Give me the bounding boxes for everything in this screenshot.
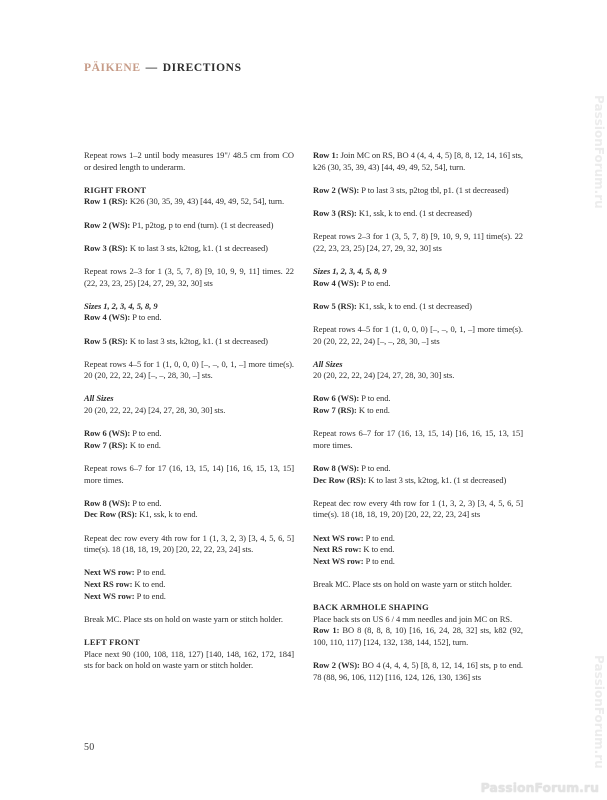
sizes-note: Sizes 1, 2, 3, 4, 5, 8, 9 <box>313 265 387 276</box>
text-block <box>313 301 523 313</box>
row-label: Row 6 (WS): <box>84 428 131 439</box>
instruction-paragraph: Row 1: BO 8 (8, 8, 8, 10) [16, 16, 24, 28, 32] sts, k82 (92, 100, 110, 117) [124, 132, 138, 144, 152], turn. <box>313 625 523 647</box>
row-label: Row 7 (RS): <box>84 439 128 450</box>
text-block <box>313 579 523 591</box>
instruction-paragraph: Break MC. Place sts on hold on waste yarn or stitch holder. <box>84 613 283 624</box>
section-heading: LEFT FRONT <box>84 636 140 647</box>
instruction-paragraph: Row 5 (RS): K1, ssk, k to end. (1 st decreased) <box>313 300 472 311</box>
instruction-paragraph: Place next 90 (100, 108, 118, 127) [140, 148, 162, 172, 184] sts for back on hold on waste yarn or stitch holder. <box>84 648 294 671</box>
sizes-note: Sizes 1, 2, 3, 4, 5, 8, 9 <box>84 300 158 311</box>
row-label: Row 5 (RS): <box>313 300 357 311</box>
instruction-paragraph: Row 7 (RS): K to end. <box>84 439 161 450</box>
row-label: Next WS row: <box>313 555 364 566</box>
row-label: Row 1 (RS): <box>84 196 128 207</box>
text-block <box>84 359 294 382</box>
text-block <box>313 660 523 683</box>
instruction-paragraph: Repeat dec row every 4th row for 1 (1, 3, 2, 3) [3, 4, 5, 6, 5] time(s). 18 (18, 18, 19, 20) [20, 22, 22, 23, 24] sts <box>313 497 523 520</box>
text-block <box>84 336 294 348</box>
instruction-paragraph: Repeat rows 2–3 for 1 (3, 5, 7, 8) [9, 10, 9, 9, 11] time(s). 22 (22, 23, 23, 25) [24, 27, 29, 32, 30] sts <box>313 231 523 253</box>
row-label: Row 8 (WS): <box>313 463 360 474</box>
instruction-paragraph: Row 1 (RS): K26 (30, 35, 39, 43) [44, 49, 49, 52, 54], turn. <box>84 196 285 207</box>
text-block <box>313 266 523 289</box>
text-block <box>84 567 294 602</box>
row-label: Dec Row (RS): <box>313 474 367 485</box>
row-label: Row 1: <box>313 150 339 160</box>
section-heading: RIGHT FRONT <box>84 184 147 195</box>
instruction-paragraph: Row 2 (WS): BO 4 (4, 4, 4, 5) [8, 8, 12, 14, 16] sts, p to end. 78 (88, 96, 106, 112) [116, 124, 126, 130, 136] sts <box>313 660 523 682</box>
instruction-paragraph: Next WS row: P to end. <box>313 555 395 566</box>
instruction-paragraph: Row 6 (WS): P to end. <box>84 428 162 439</box>
text-block <box>313 185 523 197</box>
row-label: Row 3 (RS): <box>84 242 128 253</box>
row-label: Next WS row: <box>84 567 135 578</box>
text-block <box>313 208 523 220</box>
instruction-paragraph: Repeat rows 4–5 for 1 (1, 0, 0, 0) [–, –, 0, 1, –] more time(s). 20 (20, 22, 22, 24) [–, –, 28, 30, –] sts <box>313 323 523 346</box>
row-label: Row 4 (WS): <box>84 312 131 323</box>
section-title: DIRECTIONS <box>162 62 242 74</box>
watermark-vertical-top: PassionForum.ru <box>592 95 606 209</box>
instruction-paragraph: Repeat rows 4–5 for 1 (1, 0, 0, 0) [–, –, 0, 1, –] more time(s). 20 (20, 22, 22, 24) [–, –, 28, 30, –] sts. <box>84 358 294 381</box>
row-label: Dec Row (RS): <box>84 509 138 520</box>
instruction-paragraph: Place back sts on US 6 / 4 mm needles and join MC on RS. <box>313 613 513 624</box>
sizes-note: All Sizes <box>313 358 343 369</box>
text-block <box>313 359 523 382</box>
text-block <box>84 266 294 289</box>
text-block <box>313 231 523 254</box>
text-block <box>313 533 523 568</box>
instruction-paragraph: Row 4 (WS): P to end. <box>313 277 391 288</box>
instruction-paragraph: Row 7 (RS): K to end. <box>313 405 390 416</box>
row-label: Row 4 (WS): <box>313 277 360 288</box>
text-block <box>84 463 294 486</box>
instruction-paragraph: Row 8 (WS): P to end. <box>84 497 162 508</box>
instruction-paragraph: Row 2 (WS): P to last 3 sts, p2tog tbl, p1. (1 st decreased) <box>313 184 509 195</box>
text-block <box>84 185 294 208</box>
instruction-paragraph: Dec Row (RS): K to last 3 sts, k2tog, k1. (1 st decreased) <box>313 474 507 485</box>
section-heading: BACK ARMHOLE SHAPING <box>313 602 429 613</box>
text-block <box>84 428 294 451</box>
row-label: Row 8 (WS): <box>84 497 131 508</box>
text-block <box>313 602 523 648</box>
instruction-paragraph: 20 (20, 22, 22, 24) [24, 27, 28, 30, 30] sts. <box>313 370 455 381</box>
instruction-paragraph: Repeat rows 1–2 until body measures 19"/ 48.5 cm from CO or desired length to underarm. <box>84 150 294 172</box>
text-block <box>313 324 523 347</box>
watermark-bottom-right: PassionForum.ru <box>480 780 599 795</box>
instruction-paragraph: Next RS row: K to end. <box>84 578 166 589</box>
left-column <box>84 150 294 683</box>
row-label: Row 2 (WS): <box>84 219 131 230</box>
sizes-note: All Sizes <box>84 393 114 404</box>
text-block <box>84 301 294 324</box>
instruction-paragraph: Next RS row: K to end. <box>313 544 395 555</box>
row-label: Row 3 (RS): <box>313 207 357 218</box>
text-block <box>84 393 294 416</box>
text-block <box>84 637 294 672</box>
instruction-paragraph: 20 (20, 22, 22, 24) [24, 27, 28, 30, 30] sts. <box>84 405 226 416</box>
instruction-paragraph: Repeat rows 6–7 for 17 (16, 13, 15, 14) [16, 16, 15, 13, 15] more times. <box>84 463 294 485</box>
header-separator: — <box>145 62 158 74</box>
instruction-paragraph: Dec Row (RS): K1, ssk, k to end. <box>84 509 198 520</box>
row-label: Row 2 (WS): <box>313 660 360 671</box>
row-label: Next RS row: <box>313 544 362 555</box>
page-header <box>84 62 242 74</box>
instruction-paragraph: Row 5 (RS): K to last 3 sts, k2tog, k1. (1 st decreased) <box>84 335 268 346</box>
page-number: 50 <box>84 742 95 753</box>
text-block <box>313 393 523 416</box>
row-label: Next WS row: <box>313 532 364 543</box>
instruction-paragraph: Row 1: Join MC on RS, BO 4 (4, 4, 4, 5) [8, 8, 12, 14, 16] sts, k26 (30, 35, 39, 43) [44, 49, 49, 52, 54], turn. <box>313 150 523 172</box>
watermark-vertical-bottom: PassionForum.ru <box>592 655 606 769</box>
instruction-paragraph: Row 8 (WS): P to end. <box>313 463 391 474</box>
instruction-paragraph: Repeat dec row every 4th row for 1 (1, 3, 2, 3) [3, 4, 5, 6, 5] time(s). 18 (18, 18, 19, 20) [20, 22, 22, 23, 24] sts. <box>84 532 294 555</box>
instruction-paragraph: Row 3 (RS): K to last 3 sts, k2tog, k1. (1 st decreased) <box>84 242 268 253</box>
text-block <box>313 150 523 173</box>
text-block <box>313 428 523 451</box>
instruction-paragraph: Next WS row: P to end. <box>313 532 395 543</box>
instruction-paragraph: Row 6 (WS): P to end. <box>313 393 391 404</box>
row-label: Row 5 (RS): <box>84 335 128 346</box>
text-block <box>84 243 294 255</box>
text-block <box>313 463 523 486</box>
row-label: Row 6 (WS): <box>313 393 360 404</box>
row-label: Next WS row: <box>84 590 135 601</box>
instruction-paragraph: Next WS row: P to end. <box>84 567 166 578</box>
row-label: Row 2 (WS): <box>313 184 360 195</box>
text-block <box>84 533 294 556</box>
text-block <box>313 498 523 521</box>
instruction-paragraph: Next WS row: P to end. <box>84 590 166 601</box>
instruction-paragraph: Row 4 (WS): P to end. <box>84 312 162 323</box>
instruction-paragraph: Row 3 (RS): K1, ssk, k to end. (1 st decreased) <box>313 207 472 218</box>
instruction-paragraph: Row 2 (WS): P1, p2tog, p to end (turn). (1 st decreased) <box>84 219 274 230</box>
instruction-paragraph: Repeat rows 2–3 for 1 (3, 5, 7, 8) [9, 10, 9, 9, 11] times. 22 (22, 23, 23, 25) [24, 27, 29, 32, 30] sts <box>84 265 294 288</box>
row-label: Row 7 (RS): <box>313 405 357 416</box>
instruction-paragraph: Repeat rows 6–7 for 17 (16, 13, 15, 14) [16, 16, 15, 13, 15] more times. <box>313 428 523 450</box>
row-label: Row 1: <box>313 625 340 636</box>
text-block <box>84 614 294 626</box>
right-column <box>313 150 523 683</box>
directions-content <box>84 150 523 683</box>
instruction-paragraph: Break MC. Place sts on hold on waste yarn or stitch holder. <box>313 578 512 589</box>
text-block <box>84 498 294 521</box>
row-label: Next RS row: <box>84 578 133 589</box>
text-block <box>84 150 294 173</box>
text-block <box>84 220 294 232</box>
pattern-name: PÄIKENE <box>84 62 141 74</box>
